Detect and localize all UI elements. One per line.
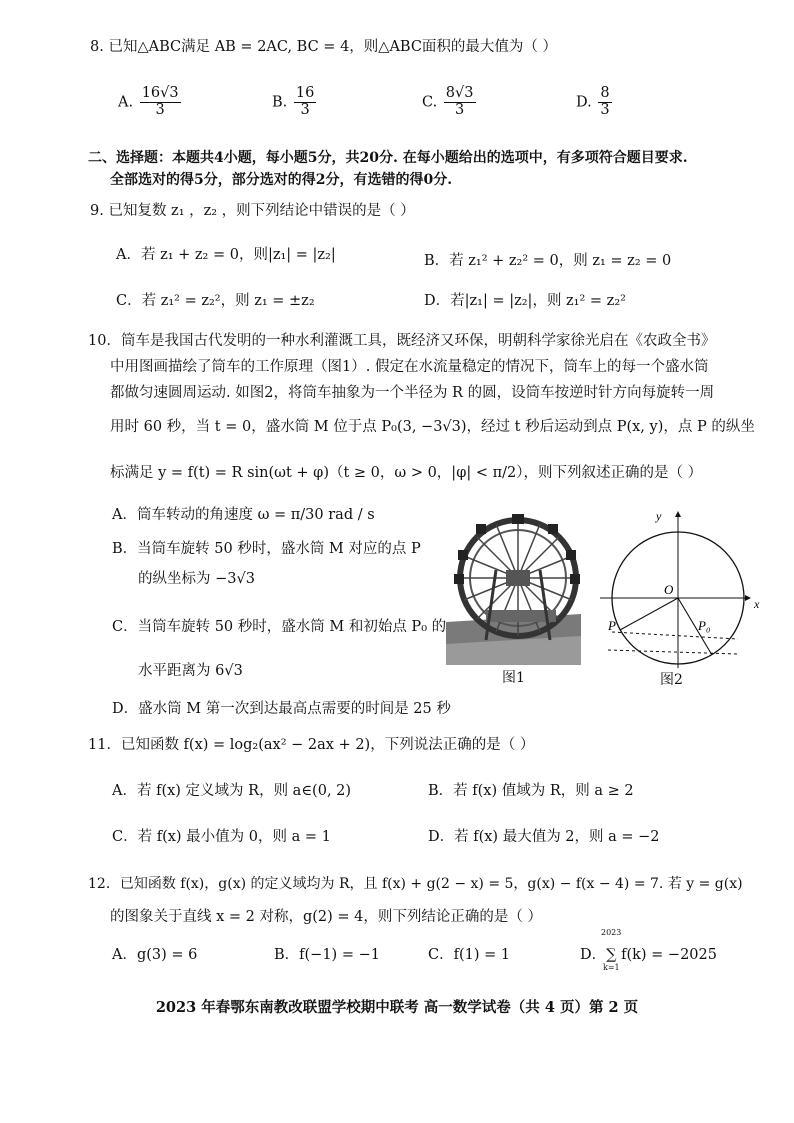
q10-option-d: D．盛水筒 M 第一次到达最高点需要的时间是 25 秒	[112, 701, 451, 717]
water-wheel-figure	[446, 510, 581, 665]
q12-sum-lower-limit: k=1	[603, 963, 620, 972]
q10-line-1: 10．筒车是我国古代发明的一种水利灌溉工具，既经济又环保，明朝科学家徐光启在《农政全书》	[88, 333, 716, 349]
q12-option-b: B．f(−1) = −1	[274, 947, 380, 963]
q10-line-2: 中用图画描绘了筒车的工作原理（图1）. 假定在水流量稳定的情况下，筒车上的每一个盛水筒	[110, 359, 709, 375]
fig2-point-p0-label: P₀	[698, 618, 711, 633]
q11-option-c: C．若 f(x) 最小值为 0，则 a = 1	[112, 829, 331, 845]
fig2-y-label: y	[656, 509, 662, 523]
q11-stem: 11．已知函数 f(x) = log₂(ax² − 2ax + 2)，下列说法正确的是（ ）	[88, 737, 535, 753]
q11-option-a: A．若 f(x) 定义域为 R，则 a∈(0, 2)	[112, 783, 352, 799]
q12-option-c: C．f(1) = 1	[428, 947, 511, 963]
q10-option-c: C．当筒车旋转 50 秒时，盛水筒 M 和初始点 P₀ 的	[112, 619, 447, 635]
q9-stem: 9. 已知复数 z₁ ，z₂ ，则下列结论中错误的是（ ）	[90, 203, 415, 219]
fig2-point-p-label: P	[608, 618, 616, 633]
circle-diagram-figure	[598, 508, 766, 673]
q12-option-d: D．∑ f(k) = −2025	[580, 947, 717, 963]
page-footer: 2023 年春鄂东南教改联盟学校期中联考 高一数学试卷（共 4 页）第 2 页	[155, 999, 639, 1016]
q10-option-b: B．当筒车旋转 50 秒时，盛水筒 M 对应的点 P	[112, 541, 421, 557]
q10-option-b-cont: 的纵坐标为 −3√3	[138, 571, 255, 587]
section2-heading-line1: 二、选择题：本题共4小题，每小题5分，共20分. 在每小题给出的选项中，有多项符合题目要求.	[88, 150, 688, 166]
figure-1-label: 图1	[502, 670, 525, 686]
fig2-origin-label: O	[664, 582, 674, 597]
figure-2-label: 图2	[660, 672, 683, 688]
q8-option-c: C. $\frac{8√3}{3}$	[422, 85, 474, 118]
q10-line-3: 都做匀速圆周运动. 如图2，将筒车抽象为一个半径为 R 的圆，设筒车按逆时针方向每旋转一周	[110, 385, 715, 401]
q11-option-b: B．若 f(x) 值域为 R，则 a ≥ 2	[428, 783, 634, 799]
q9-option-c: C．若 z₁² = z₂²，则 z₁ = ±z₂	[116, 293, 315, 309]
section2-heading-line2: 全部选对的得5分，部分选对的得2分，有选错的得0分.	[110, 172, 453, 188]
q9-option-d: D．若|z₁| = |z₂|，则 z₁² = z₂²	[424, 293, 626, 309]
q10-option-a: A．筒车转动的角速度 ω = π/30 rad / s	[112, 507, 375, 523]
q8-option-b: B. $\frac{16}{3}$	[272, 85, 315, 118]
q9-option-a: A．若 z₁ + z₂ = 0，则|z₁| = |z₂|	[116, 247, 336, 263]
q12-line-1: 12．已知函数 f(x)，g(x) 的定义域均为 R，且 f(x) + g(2 − x) = 5，g(x) − f(x − 4) = 7. 若 y = g(x)	[88, 876, 743, 892]
q8-stem: 8. 已知△ABC满足 AB = 2AC, BC = 4，则△ABC面积的最大值为（ ）	[90, 39, 558, 55]
q8-option-a: A. $\frac{16√3}{3}$	[118, 85, 179, 118]
q10-option-c-cont: 水平距离为 6√3	[138, 663, 243, 679]
q8-option-d: D. $\frac{8}{3}$	[576, 85, 610, 118]
q10-line-4: 用时 60 秒，当 t = 0，盛水筒 M 位于点 P₀(3, −3√3)，经过 t 秒后运动到点 P(x, y)，点 P 的纵坐	[110, 419, 755, 435]
q12-sum-upper-limit: 2023	[601, 928, 622, 937]
q9-option-b: B．若 z₁² + z₂² = 0，则 z₁ = z₂ = 0	[424, 253, 672, 269]
q11-option-d: D．若 f(x) 最大值为 2，则 a = −2	[428, 829, 660, 845]
q12-line-2: 的图象关于直线 x = 2 对称，g(2) = 4，则下列结论正确的是（ ）	[110, 909, 543, 925]
q10-line-5: 标满足 y = f(t) = R sin(ωt + φ)（t ≥ 0，ω > 0，|φ| < π/2），则下列叙述正确的是（ ）	[110, 465, 703, 481]
q12-option-a: A．g(3) = 6	[112, 947, 198, 963]
fig2-x-label: x	[754, 597, 760, 611]
